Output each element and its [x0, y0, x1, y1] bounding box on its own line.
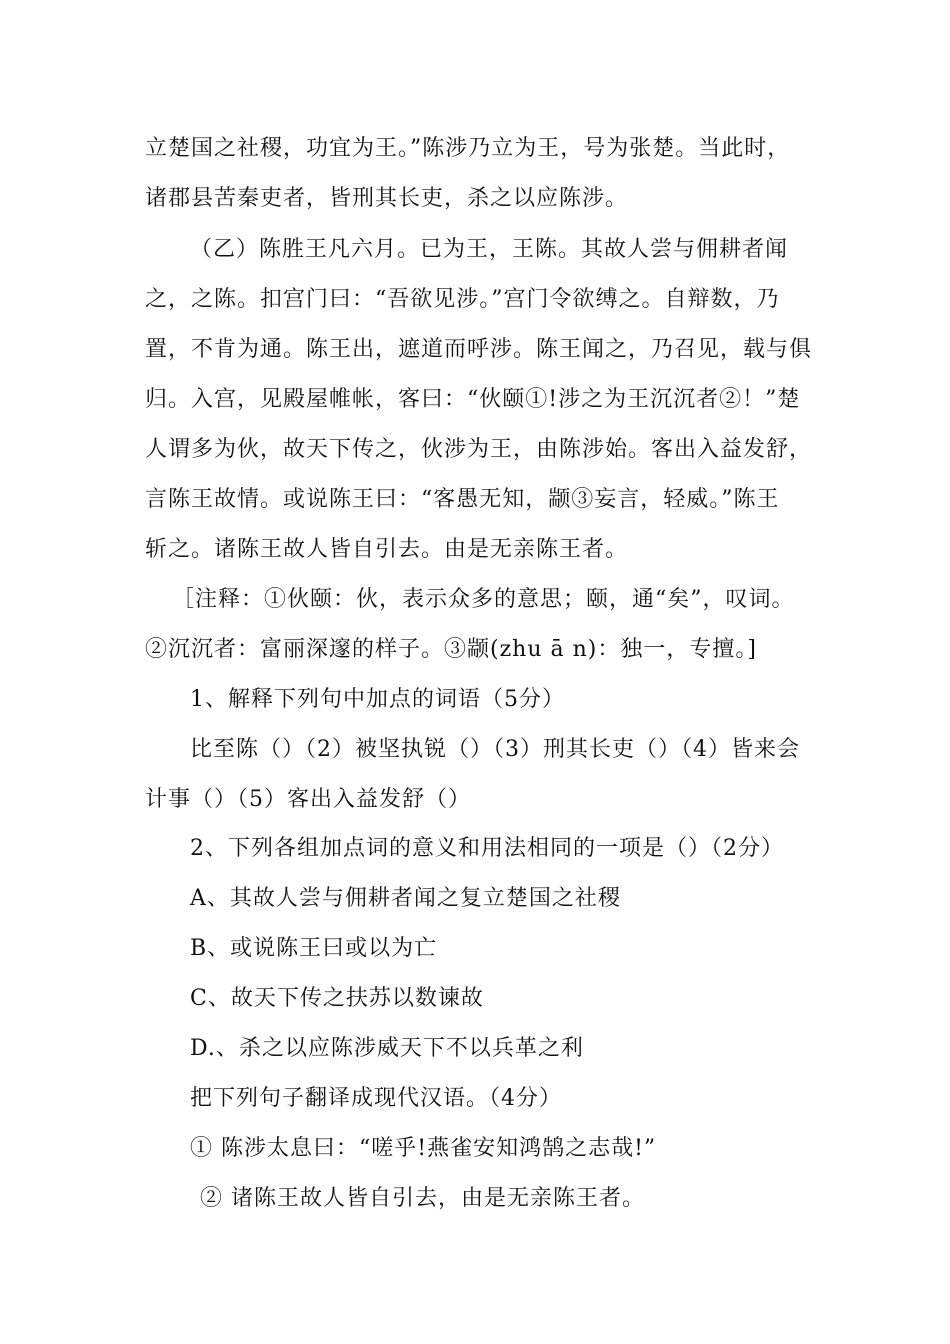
text-line: 立楚国之社稷，功宜为王。”陈涉乃立为王，号为张楚。当此时， — [145, 136, 791, 161]
annotation-line: ［注释：①伙颐：伙，表示众多的意思；颐，通“矣”，叹词。 — [172, 587, 795, 612]
text-line: 诸郡县苦秦吏者，皆刑其长吏，杀之以应陈涉。 — [145, 186, 629, 211]
option-a: A、其故人尝与佣耕者闻之复立楚国之社稷 — [190, 886, 621, 911]
text-line: （乙）陈胜王凡六月。已为王，王陈。其故人尝与佣耕者闻 — [190, 237, 789, 262]
question-heading: 把下列句子翻译成现代汉语。（4分） — [190, 1086, 562, 1111]
text-line: 归。入宫，见殿屋帷帐，客曰：“伙颐①!涉之为王沉沉者②！”楚 — [145, 387, 801, 412]
question-line: 比至陈（）（2）被坚执锐（）（3）刑其长吏（）（4）皆来会 — [190, 737, 800, 762]
text-line: 之，之陈。扣宫门曰：“吾欲见涉。”宫门令欲缚之。自辩数，乃 — [145, 287, 780, 312]
text-line: 置，不肯为通。陈王出，遮道而呼涉。陈王闻之，乃召见，载与俱 — [145, 337, 813, 362]
text-line: 人谓多为伙，故天下传之，伙涉为王，由陈涉始。客出入益发舒， — [145, 437, 813, 462]
translation-item: ② 诸陈王故人皆自引去，由是无亲陈王者。 — [200, 1186, 645, 1211]
text-line: 斩之。诸陈王故人皆自引去。由是无亲陈王者。 — [145, 537, 629, 562]
translation-item: ① 陈涉太息曰：“嗟乎!燕雀安知鸿鹄之志哉!” — [190, 1136, 657, 1161]
text-line: 言陈王故情。或说陈王曰：“客愚无知，颛③妄言，轻威。”陈王 — [145, 487, 780, 512]
question-heading: 1、解释下列句中加点的词语（5分） — [190, 687, 565, 712]
question-line: 计事（）（5）客出入益发舒（） — [145, 787, 471, 812]
question-heading: 2、下列各组加点词的意义和用法相同的一项是（）（2分） — [190, 836, 784, 861]
option-d: D.、杀之以应陈涉威天下不以兵革之利 — [190, 1036, 584, 1061]
annotation-line: ②沉沉者：富丽深邃的样子。③颛(zhu ā n)：独一，专擅。] — [145, 637, 757, 662]
option-c: C、故天下传之扶苏以数谏故 — [190, 986, 484, 1011]
option-b: B、或说陈王曰或以为亡 — [190, 936, 438, 961]
